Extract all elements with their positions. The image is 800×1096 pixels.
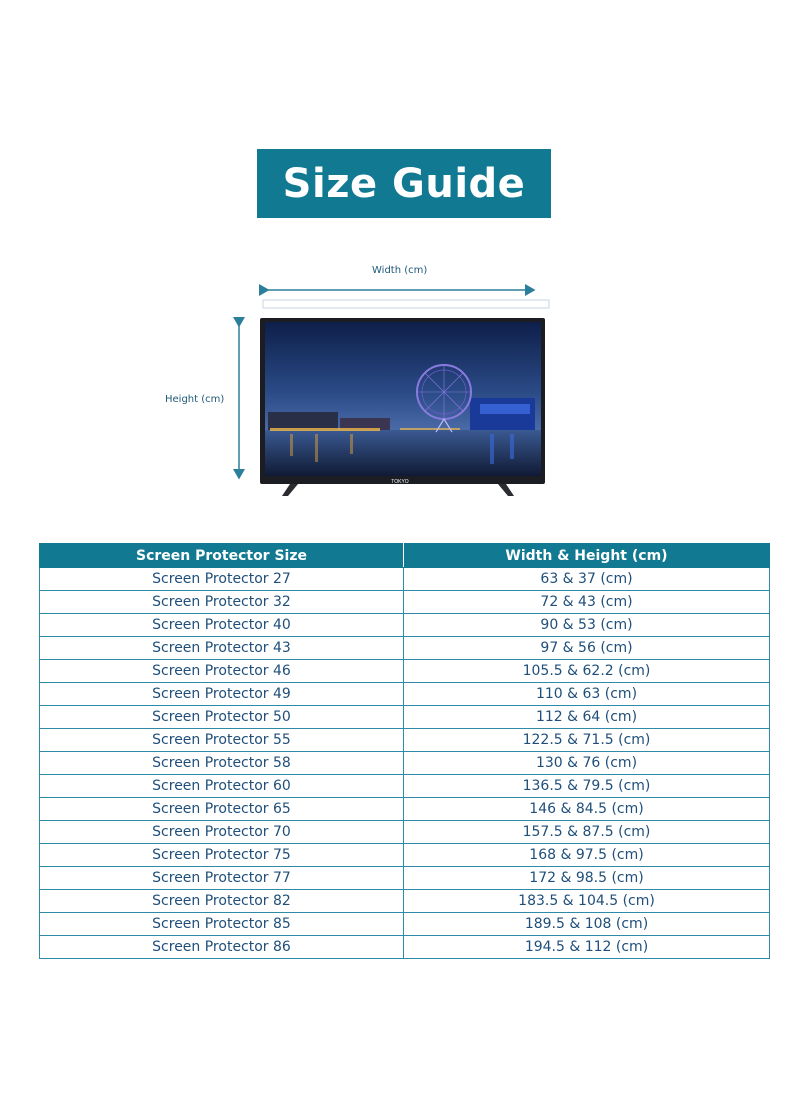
tv-stand-right: [498, 484, 514, 496]
table-row: [40, 936, 770, 959]
table-row: [40, 591, 770, 614]
dimension-cell: 146 & 84.5 (cm): [404, 798, 770, 821]
size-cell: Screen Protector 60: [40, 775, 404, 798]
dimension-cell: 130 & 76 (cm): [404, 752, 770, 775]
dimension-cell: 63 & 37 (cm): [404, 568, 770, 591]
table-row: [40, 821, 770, 844]
table-row: [40, 637, 770, 660]
table-row: [40, 913, 770, 936]
table-row: [40, 683, 770, 706]
dimension-cell: 194.5 & 112 (cm): [404, 936, 770, 959]
dimension-cell: 112 & 64 (cm): [404, 706, 770, 729]
header-size: Screen Protector Size: [40, 544, 404, 568]
size-cell: Screen Protector 50: [40, 706, 404, 729]
size-table: [39, 543, 770, 959]
dimension-cell: 136.5 & 79.5 (cm): [404, 775, 770, 798]
size-cell: Screen Protector 65: [40, 798, 404, 821]
table-row: [40, 729, 770, 752]
dimension-cell: 168 & 97.5 (cm): [404, 844, 770, 867]
table-row: [40, 844, 770, 867]
table-row: [40, 752, 770, 775]
height-label: Height (cm): [165, 394, 225, 405]
table-row: [40, 798, 770, 821]
dimension-cell: 189.5 & 108 (cm): [404, 913, 770, 936]
dimension-cell: 72 & 43 (cm): [404, 591, 770, 614]
size-cell: Screen Protector 27: [40, 568, 404, 591]
table-row: [40, 867, 770, 890]
table-header-row: [40, 544, 770, 568]
size-cell: Screen Protector 43: [40, 637, 404, 660]
dimension-cell: 110 & 63 (cm): [404, 683, 770, 706]
tv-stand-left: [282, 484, 298, 496]
table-row: [40, 660, 770, 683]
size-cell: Screen Protector 40: [40, 614, 404, 637]
tv-diagram: [0, 0, 800, 530]
tv-brand: TOKYO: [391, 479, 409, 485]
size-cell: Screen Protector 86: [40, 936, 404, 959]
dimension-cell: 172 & 98.5 (cm): [404, 867, 770, 890]
size-cell: Screen Protector 55: [40, 729, 404, 752]
dimension-cell: 157.5 & 87.5 (cm): [404, 821, 770, 844]
size-cell: Screen Protector 77: [40, 867, 404, 890]
table-row: [40, 775, 770, 798]
size-cell: Screen Protector 85: [40, 913, 404, 936]
table-row: [40, 890, 770, 913]
width-label: Width (cm): [372, 265, 428, 276]
table-row: [40, 614, 770, 637]
size-cell: Screen Protector 49: [40, 683, 404, 706]
size-cell: Screen Protector 75: [40, 844, 404, 867]
table-row: [40, 568, 770, 591]
dimension-cell: 122.5 & 71.5 (cm): [404, 729, 770, 752]
dimension-cell: 183.5 & 104.5 (cm): [404, 890, 770, 913]
protector-outline: [263, 300, 549, 308]
size-cell: Screen Protector 46: [40, 660, 404, 683]
page-title: Size Guide: [257, 149, 551, 218]
size-cell: Screen Protector 70: [40, 821, 404, 844]
size-cell: Screen Protector 32: [40, 591, 404, 614]
dimension-cell: 97 & 56 (cm): [404, 637, 770, 660]
size-cell: Screen Protector 58: [40, 752, 404, 775]
table-row: [40, 706, 770, 729]
size-cell: Screen Protector 82: [40, 890, 404, 913]
header-dimensions: Width & Height (cm): [404, 544, 770, 568]
dimension-cell: 105.5 & 62.2 (cm): [404, 660, 770, 683]
dimension-cell: 90 & 53 (cm): [404, 614, 770, 637]
